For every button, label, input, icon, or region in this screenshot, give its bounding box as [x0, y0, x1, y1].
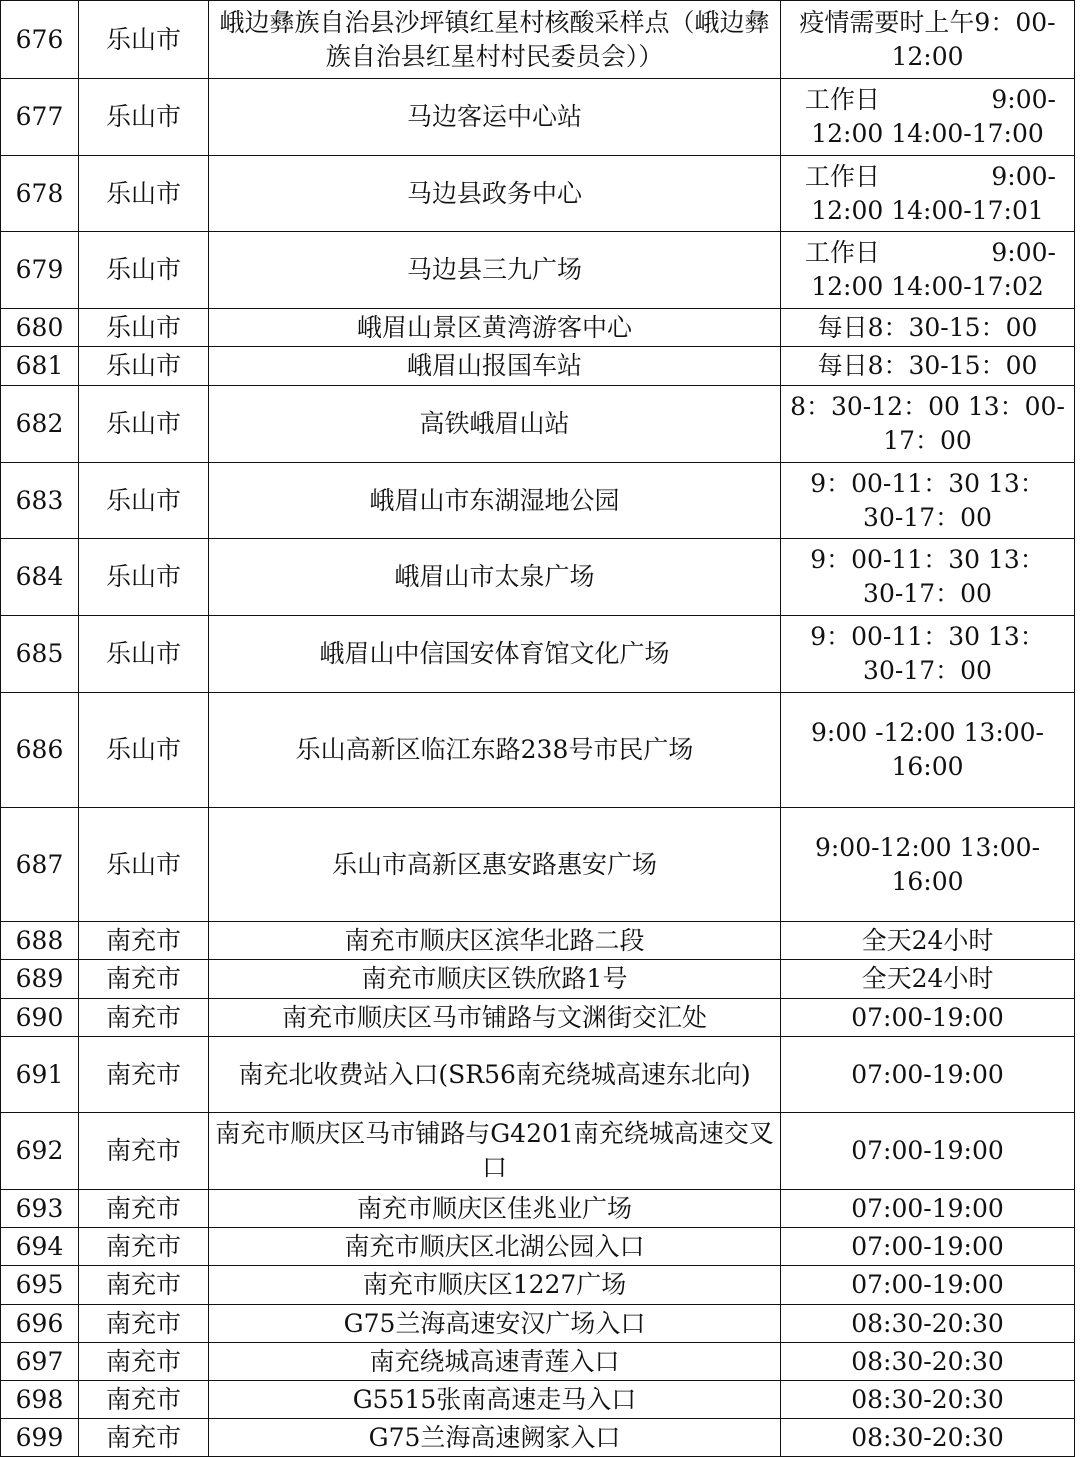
service-hours-cell: [781, 1381, 1075, 1419]
row-number: 689: [1, 960, 79, 999]
service-hours-cell: [781, 1037, 1075, 1113]
city-cell: 乐山市: [79, 1, 209, 79]
service-hours-cell: [781, 922, 1075, 960]
table-row: [1, 1037, 1075, 1113]
service-hours-cell: [781, 616, 1075, 693]
table-row: [1, 386, 1075, 463]
table-row: [1, 808, 1075, 922]
city-cell: 南充市: [79, 922, 209, 960]
table-row: [1, 616, 1075, 693]
hours-line-1: 全天24小时: [861, 925, 994, 955]
hours-line-1: 07:00-19:00: [851, 1231, 1004, 1261]
hours-line-1: 07:00-19:00: [851, 1059, 1004, 1089]
hours-day-label: 工作日: [805, 85, 881, 114]
site-address-cell: 南充市顺庆区滨华北路二段: [209, 922, 781, 960]
service-hours-cell: [781, 1228, 1075, 1266]
site-address-cell: 南充市顺庆区1227广场: [209, 1266, 781, 1305]
service-hours-cell: [781, 539, 1075, 616]
hours-line-1: 07:00-19:00: [851, 1136, 1004, 1165]
hours-line-1: 每日8：30-15：00: [817, 312, 1038, 342]
service-hours-cell: [781, 1, 1075, 79]
site-address-cell: 马边县三九广场: [209, 232, 781, 309]
city-cell: 乐山市: [79, 232, 209, 309]
site-address-cell: 峨眉山景区黄湾游客中心: [209, 309, 781, 347]
site-address-cell: 南充市顺庆区马市铺路与文渊街交汇处: [209, 999, 781, 1037]
service-hours-cell: [781, 960, 1075, 999]
table-row: [1, 1, 1075, 79]
site-address-cell: 乐山高新区临江东路238号市民广场: [209, 693, 781, 808]
site-address-cell: 马边县政务中心: [209, 156, 781, 232]
row-number: 686: [1, 693, 79, 808]
row-number: 690: [1, 999, 79, 1037]
service-hours-cell: [781, 156, 1075, 232]
hours-line-2: 30-17：00: [863, 656, 992, 685]
city-cell: 乐山市: [79, 309, 209, 347]
table-row: [1, 309, 1075, 347]
hours-line-1: 8：30-12：00 13：00-: [790, 392, 1065, 421]
table-row: [1, 960, 1075, 999]
table-row: [1, 156, 1075, 232]
table-row: [1, 922, 1075, 960]
hours-line-2: 16:00: [891, 752, 964, 781]
hours-line-1: 9：00-11：30 13：: [810, 545, 1045, 574]
hours-start-time: 9:00-: [991, 238, 1056, 267]
table-row: [1, 539, 1075, 616]
hours-line-1: 9:00 -12:00 13:00-: [810, 718, 1045, 747]
city-cell: 南充市: [79, 1228, 209, 1266]
city-cell: 乐山市: [79, 79, 209, 156]
table-row: [1, 693, 1075, 808]
city-cell: 乐山市: [79, 386, 209, 463]
row-number: 698: [1, 1381, 79, 1419]
city-cell: 乐山市: [79, 539, 209, 616]
table-row: [1, 1381, 1075, 1419]
city-cell: 乐山市: [79, 808, 209, 922]
table-row: [1, 463, 1075, 539]
row-number: 680: [1, 309, 79, 347]
row-number: 678: [1, 156, 79, 232]
site-address-cell: 峨边彝族自治县沙坪镇红星村核酸采样点（峨边彝族自治县红星村村民委员会））: [209, 1, 781, 79]
site-address-cell: 峨眉山报国车站: [209, 347, 781, 386]
service-hours-cell: [781, 693, 1075, 808]
hours-line-1: [787, 83, 1068, 117]
table-row: [1, 1266, 1075, 1305]
service-hours-cell: [781, 1343, 1075, 1381]
service-hours-cell: [781, 999, 1075, 1037]
site-address-cell: 峨眉山市太泉广场: [209, 539, 781, 616]
hours-start-time: 9:00-: [991, 85, 1056, 114]
site-address-cell: G75兰海高速安汉广场入口: [209, 1305, 781, 1343]
city-cell: 南充市: [79, 1419, 209, 1457]
row-number: 695: [1, 1266, 79, 1305]
row-number: 676: [1, 1, 79, 79]
hours-start-time: 9:00-: [991, 161, 1056, 191]
service-hours-cell: [781, 347, 1075, 386]
row-number: 682: [1, 386, 79, 463]
hours-line-2: 12:00 14:00-17:01: [811, 195, 1044, 225]
site-address-cell: 高铁峨眉山站: [209, 386, 781, 463]
service-hours-cell: [781, 1190, 1075, 1228]
hours-line-1: 08:30-20:30: [851, 1422, 1004, 1452]
city-cell: 南充市: [79, 1190, 209, 1228]
hours-line-1: 08:30-20:30: [851, 1346, 1004, 1376]
row-number: 685: [1, 616, 79, 693]
city-cell: 乐山市: [79, 463, 209, 539]
table-row: [1, 232, 1075, 309]
site-address-cell: 南充绕城高速青莲入口: [209, 1343, 781, 1381]
table-row: [1, 347, 1075, 386]
row-number: 683: [1, 463, 79, 539]
site-address-cell: 马边客运中心站: [209, 79, 781, 156]
site-address-cell: 南充市顺庆区马市铺路与G4201南充绕城高速交叉口: [209, 1113, 781, 1190]
table-row: [1, 1113, 1075, 1190]
row-number: 697: [1, 1343, 79, 1381]
hours-line-2: 12:00 14:00-17:00: [811, 119, 1044, 148]
city-cell: 南充市: [79, 1037, 209, 1113]
hours-line-1: 全天24小时: [861, 964, 994, 993]
row-number: 694: [1, 1228, 79, 1266]
hours-line-1: 07:00-19:00: [851, 1002, 1004, 1032]
hours-line-1: [787, 236, 1068, 270]
city-cell: 乐山市: [79, 693, 209, 808]
hours-day-label: 工作日: [805, 161, 881, 191]
hours-line-1: 9：00-11：30 13：: [810, 622, 1045, 651]
hours-line-1: 9：00-11：30 13：: [810, 468, 1045, 498]
site-address-cell: G75兰海高速阙家入口: [209, 1419, 781, 1457]
row-number: 692: [1, 1113, 79, 1190]
row-number: 691: [1, 1037, 79, 1113]
site-address-cell: 南充市顺庆区佳兆业广场: [209, 1190, 781, 1228]
table-row: [1, 1419, 1075, 1457]
site-address-cell: 峨眉山市东湖湿地公园: [209, 463, 781, 539]
row-number: 696: [1, 1305, 79, 1343]
row-number: 684: [1, 539, 79, 616]
table-row: [1, 999, 1075, 1037]
table-row: [1, 1228, 1075, 1266]
hours-line-1: 08:30-20:30: [851, 1384, 1004, 1414]
site-address-cell: 南充北收费站入口(SR56南充绕城高速东北向): [209, 1037, 781, 1113]
service-hours-cell: [781, 1419, 1075, 1457]
hours-line-2: 17：00: [883, 426, 972, 455]
row-number: 699: [1, 1419, 79, 1457]
hours-line-2: 30-17：00: [863, 579, 992, 608]
hours-line-2: 30-17：00: [863, 502, 992, 532]
city-cell: 南充市: [79, 999, 209, 1037]
site-address-cell: G5515张南高速走马入口: [209, 1381, 781, 1419]
city-cell: 乐山市: [79, 616, 209, 693]
hours-line-1: 每日8：30-15：00: [817, 351, 1038, 380]
row-number: 681: [1, 347, 79, 386]
row-number: 688: [1, 922, 79, 960]
hours-line-1: 07:00-19:00: [851, 1193, 1004, 1223]
city-cell: 南充市: [79, 1381, 209, 1419]
service-hours-cell: [781, 808, 1075, 922]
service-hours-cell: [781, 79, 1075, 156]
hours-line-1: 08:30-20:30: [851, 1308, 1004, 1338]
hours-line-1: 疫情需要时上午9：00-: [799, 7, 1056, 37]
site-address-cell: 南充市顺庆区铁欣路1号: [209, 960, 781, 999]
service-hours-cell: [781, 1266, 1075, 1305]
service-hours-cell: [781, 1305, 1075, 1343]
service-hours-cell: [781, 386, 1075, 463]
site-address-cell: 乐山市高新区惠安路惠安广场: [209, 808, 781, 922]
hours-line-1: 07:00-19:00: [851, 1270, 1004, 1299]
city-cell: 南充市: [79, 1305, 209, 1343]
service-hours-cell: [781, 232, 1075, 309]
site-address-cell: 南充市顺庆区北湖公园入口: [209, 1228, 781, 1266]
row-number: 693: [1, 1190, 79, 1228]
city-cell: 南充市: [79, 1266, 209, 1305]
hours-line-2: 16:00: [891, 866, 964, 896]
table-row: [1, 1190, 1075, 1228]
city-cell: 乐山市: [79, 347, 209, 386]
row-number: 679: [1, 232, 79, 309]
hours-line-1: 9:00-12:00 13:00-: [814, 832, 1041, 862]
hours-line-2: 12:00: [891, 41, 964, 71]
hours-day-label: 工作日: [805, 238, 881, 267]
table-row: [1, 1305, 1075, 1343]
city-cell: 乐山市: [79, 156, 209, 232]
row-number: 677: [1, 79, 79, 156]
site-address-cell: 峨眉山中信国安体育馆文化广场: [209, 616, 781, 693]
city-cell: 南充市: [79, 960, 209, 999]
city-cell: 南充市: [79, 1113, 209, 1190]
table-row: [1, 1343, 1075, 1381]
row-number: 687: [1, 808, 79, 922]
service-hours-cell: [781, 463, 1075, 539]
table-row: [1, 79, 1075, 156]
service-hours-cell: [781, 309, 1075, 347]
table-body: [1, 1, 1075, 1457]
hours-line-1: [787, 160, 1068, 194]
hours-line-2: 12:00 14:00-17:02: [811, 272, 1044, 301]
service-hours-cell: [781, 1113, 1075, 1190]
city-cell: 南充市: [79, 1343, 209, 1381]
